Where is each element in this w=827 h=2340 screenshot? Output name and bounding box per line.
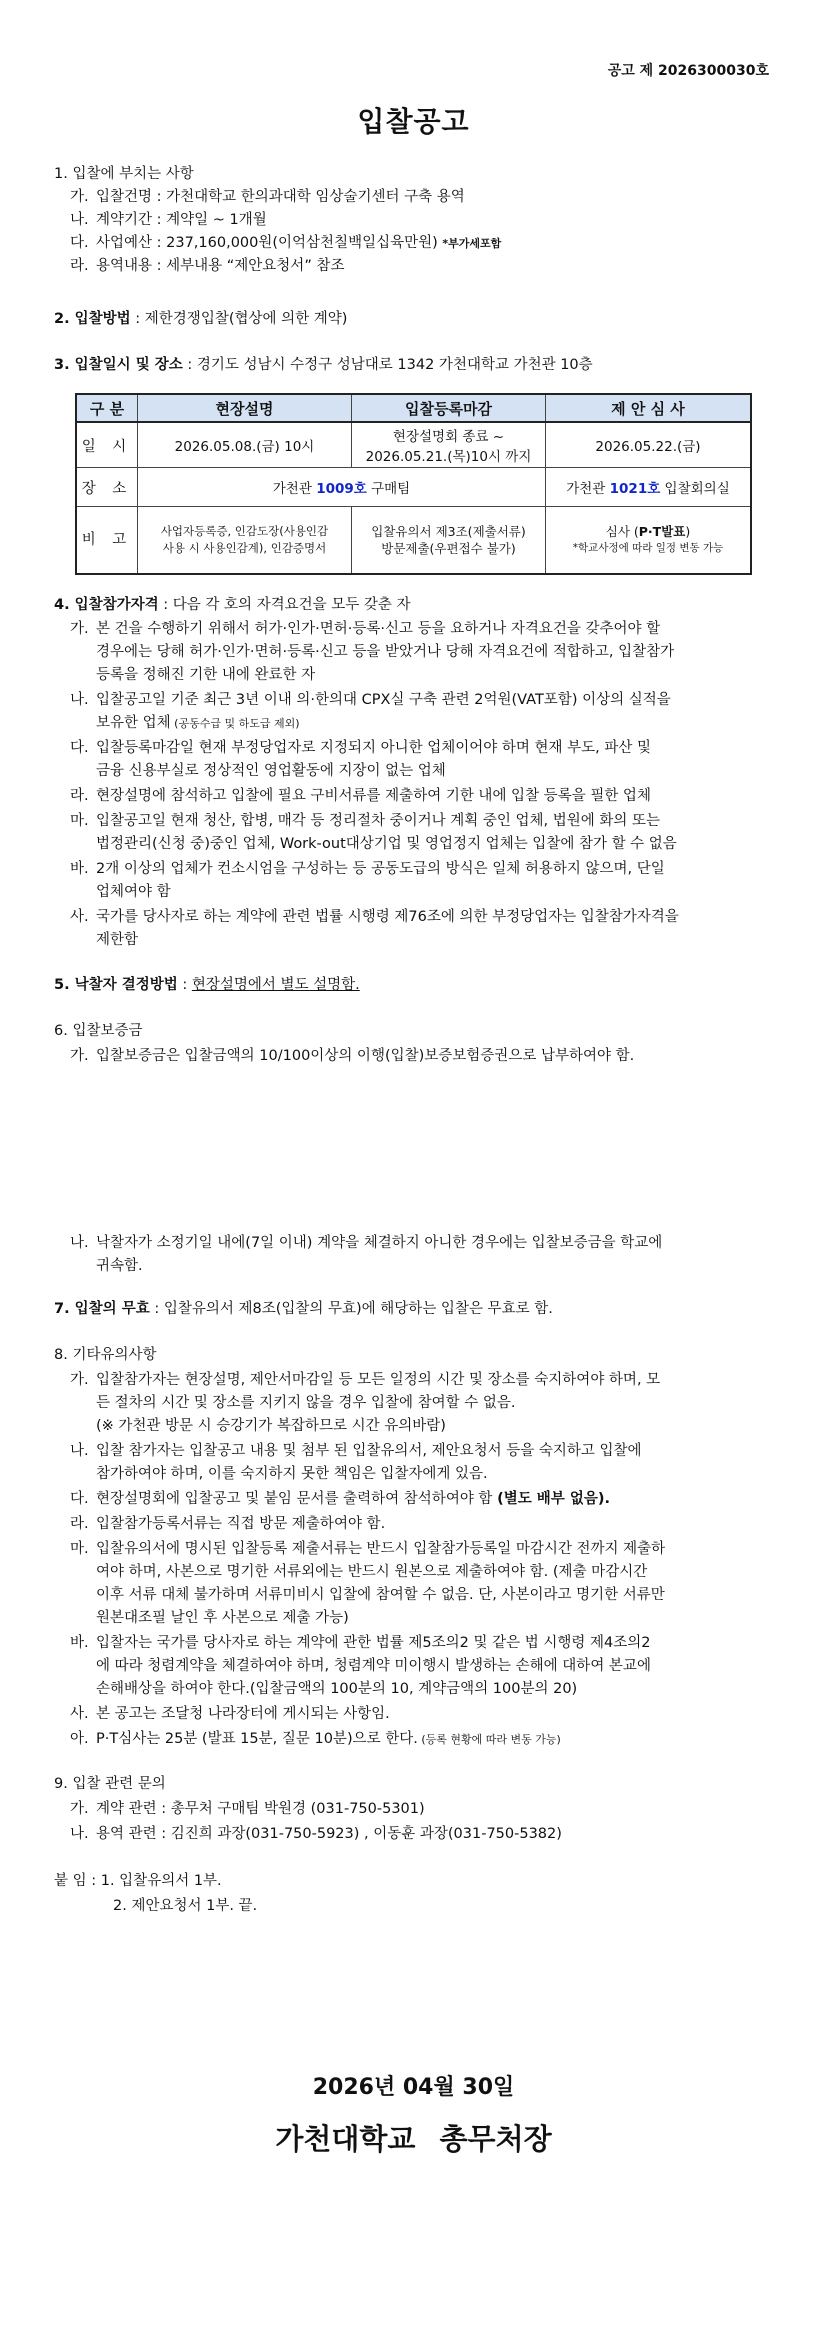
row-label: 장 소	[76, 468, 138, 507]
table-cell: 가천관 1009호 구매팀	[138, 468, 546, 507]
section-2: 2. 입찰방법 : 제한경쟁입찰(협상에 의한 계약)	[54, 311, 348, 327]
s4-item: 다. 입찰등록마감일 현재 부정당업자로 지정되지 아니한 업체이어야 하며 현재 부도, 파산 및	[70, 740, 651, 756]
s9-item: 나. 용역 관련 : 김진희 과장(031-750-5923) , 이동훈 과장(031-750-5382)	[70, 1826, 562, 1842]
attachments: 붙 임 : 1. 입찰유의서 1부.	[54, 1873, 222, 1889]
s4-item-cont: 업체여야 함	[96, 884, 171, 900]
schedule-table	[75, 393, 752, 575]
section-1-heading: 1. 입찰에 부치는 사항	[54, 166, 194, 182]
s8-item: 나. 입찰 참가자는 입찰공고 내용 및 첨부 된 입찰유의서, 제안요청서 등을 숙지하고 입찰에	[70, 1443, 642, 1459]
section-5: 5. 낙찰자 결정방법 : 현장설명에서 별도 설명함.	[54, 977, 360, 993]
section-8-heading: 8. 기타유의사항	[54, 1347, 157, 1363]
s8-item: 다. 현장설명회에 입찰공고 및 붙임 문서를 출력하여 참석하여야 함 (별도 배부 없음).	[70, 1491, 610, 1507]
s8-item: 마. 입찰유의서에 명시된 입찰등록 제출서류는 반드시 입찰참가등록일 마감시간 전까지 제출하	[70, 1541, 666, 1557]
s8-item-cont: 여야 하며, 사본으로 명기한 서류외에는 반드시 원본으로 제출하여야 함. (제출 마감시간	[96, 1564, 648, 1580]
table-cell: 2026.05.08.(금) 10시	[138, 422, 352, 468]
s4-item: 마. 입찰공고일 현재 청산, 합병, 매각 등 정리절차 중이거나 계획 중인 업체, 법원에 화의 또는	[70, 813, 660, 829]
notice-number: 공고 제 2026300030호	[607, 63, 769, 79]
table-header: 구 분	[76, 394, 138, 422]
attachments-item: 2. 제안요청서 1부. 끝.	[113, 1898, 258, 1914]
section-6-heading: 6. 입찰보증금	[54, 1023, 143, 1039]
table-header: 제 안 심 사	[546, 394, 752, 422]
s8-item-cont: 원본대조필 날인 후 사본으로 제출 가능)	[96, 1610, 349, 1626]
s8-item-cont: (※ 가천관 방문 시 승강기가 복잡하므로 시간 유의바람)	[96, 1418, 446, 1434]
table-header-row	[76, 394, 751, 422]
s4-item-cont: 법정관리(신청 중)중인 업체, Work-out대상기업 및 영업정지 업체는 입찰에 참가 할 수 없음	[96, 836, 677, 852]
s4-item: 나. 입찰공고일 기준 최근 3년 이내 의·한의대 CPX실 구축 관련 2억원(VAT포함) 이상의 실적을	[70, 692, 671, 708]
s4-item-cont: 보유한 업체 (공동수급 및 하도급 제외)	[96, 715, 300, 731]
s4-item: 사. 국가를 당사자로 하는 계약에 관련 법률 시행령 제76조에 의한 부정당업자는 입찰참가자격을	[70, 909, 679, 925]
table-row	[76, 507, 751, 575]
s8-item: 가. 입찰참가자는 현장설명, 제안서마감일 등 모든 일정의 시간 및 장소를 숙지하여야 하며, 모	[70, 1372, 661, 1388]
s6-item-cont: 귀속함.	[96, 1258, 143, 1274]
s8-item-cont: 에 따라 청렴계약을 체결하여야 하며, 청렴계약 미이행시 발생하는 손해에 대하여 본교에	[96, 1658, 651, 1674]
s4-item: 라. 현장설명에 참석하고 입찰에 필요 구비서류를 제출하여 기한 내에 입찰 등록을 필한 업체	[70, 788, 651, 804]
s8-item: 라. 입찰참가등록서류는 직접 방문 제출하여야 함.	[70, 1516, 386, 1532]
s8-item: 바. 입찰자는 국가를 당사자로 하는 계약에 관한 법률 제5조의2 및 같은 법 시행령 제4조의2	[70, 1635, 651, 1651]
s1-item: 라. 용역내용 : 세부내용 “제안요청서” 참조	[70, 258, 345, 274]
table-row	[76, 468, 751, 507]
s9-item: 가. 계약 관련 : 총무처 구매팀 박원경 (031-750-5301)	[70, 1801, 425, 1817]
vat-note: *부가세포함	[442, 237, 502, 250]
s8-item: 아. P·T심사는 25분 (발표 15분, 질문 10분)으로 한다. (등록 현황에 따라 변동 가능)	[70, 1731, 561, 1747]
table-cell: 입찰유의서 제3조(제출서류) 방문제출(우편접수 불가)	[352, 507, 546, 575]
section-7: 7. 입찰의 무효 : 입찰유의서 제8조(입찰의 무효)에 해당하는 입찰은 무효로 함.	[54, 1301, 553, 1317]
s4-item-cont: 제한함	[96, 932, 139, 948]
row-label: 비 고	[76, 507, 138, 575]
s6-item: 나. 낙찰자가 소정기일 내에(7일 이내) 계약을 체결하지 아니한 경우에는 입찰보증금을 학교에	[70, 1235, 663, 1251]
s4-item: 바. 2개 이상의 업체가 컨소시엄을 구성하는 등 공동도급의 방식은 일체 허용하지 않으며, 단일	[70, 861, 665, 877]
s4-item-cont: 등록을 정해진 기한 내에 완료한 자	[96, 667, 316, 683]
s1-item: 나. 계약기간 : 계약일 ~ 1개월	[70, 212, 267, 228]
table-cell: 2026.05.22.(금)	[546, 422, 752, 468]
table-header: 현장설명	[138, 394, 352, 422]
section-3: 3. 입찰일시 및 장소 : 경기도 성남시 수정구 성남대로 1342 가천대학교 가천관 10층	[54, 357, 593, 373]
notice-date: 2026년 04월 30일	[312, 2075, 515, 2100]
table-cell: 심사 (P·T발표) *학교사정에 따라 일정 변동 가능	[546, 507, 752, 575]
row-label: 일 시	[76, 422, 138, 468]
s1-item: 다. 사업예산 : 237,160,000원(이억삼천칠백일십육만원) *부가세포함	[70, 235, 502, 251]
s8-item-cont: 든 절차의 시간 및 장소를 지키지 않을 경우 입찰에 참여할 수 없음.	[96, 1395, 516, 1411]
s4-item-cont: 금융 신용부실로 정상적인 영업활동에 지장이 없는 업체	[96, 763, 446, 779]
table-row	[76, 422, 751, 468]
table-header: 입찰등록마감	[352, 394, 546, 422]
s6-item: 가. 입찰보증금은 입찰금액의 10/100이상의 이행(입찰)보증보험증권으로 납부하여야 함.	[70, 1048, 635, 1064]
table-cell: 가천관 1021호 입찰회의실	[546, 468, 752, 507]
s4-item-cont: 경우에는 당해 허가·인가·면허·등록·신고 등을 받았거나 당해 자격요건에 적합하고, 입찰참가	[96, 644, 675, 660]
section-9-heading: 9. 입찰 관련 문의	[54, 1776, 166, 1792]
s1-item: 가. 입찰건명 : 가천대학교 한의과대학 임상술기센터 구축 용역	[70, 189, 465, 205]
s8-item-cont: 이후 서류 대체 불가하며 서류미비시 입찰에 참여할 수 없음. 단, 사본이라고 명기한 서류만	[96, 1587, 665, 1603]
table-cell: 사업자등록증, 인감도장(사용인감 사용 시 사용인감계), 인감증명서	[138, 507, 352, 575]
page-title: 입찰공고	[357, 105, 470, 138]
s8-item-cont: 손해배상을 하여야 한다.(입찰금액의 100분의 10, 계약금액의 100분의 20)	[96, 1681, 578, 1697]
table-cell: 현장설명회 종료 ~ 2026.05.21.(목)10시 까지	[352, 422, 546, 468]
section-4: 4. 입찰참가자격 : 다음 각 호의 자격요건을 모두 갖춘 자	[54, 597, 411, 613]
issuer: 가천대학교 총무처장	[275, 2122, 552, 2156]
s4-item: 가. 본 건을 수행하기 위해서 허가·인가·면허·등록·신고 등을 요하거나 자격요건을 갖추어야 할	[70, 621, 661, 637]
s8-item-cont: 참가하여야 하며, 이를 숙지하지 못한 책임은 입찰자에게 있음.	[96, 1466, 488, 1482]
s8-item: 사. 본 공고는 조달청 나라장터에 게시되는 사항임.	[70, 1706, 390, 1722]
